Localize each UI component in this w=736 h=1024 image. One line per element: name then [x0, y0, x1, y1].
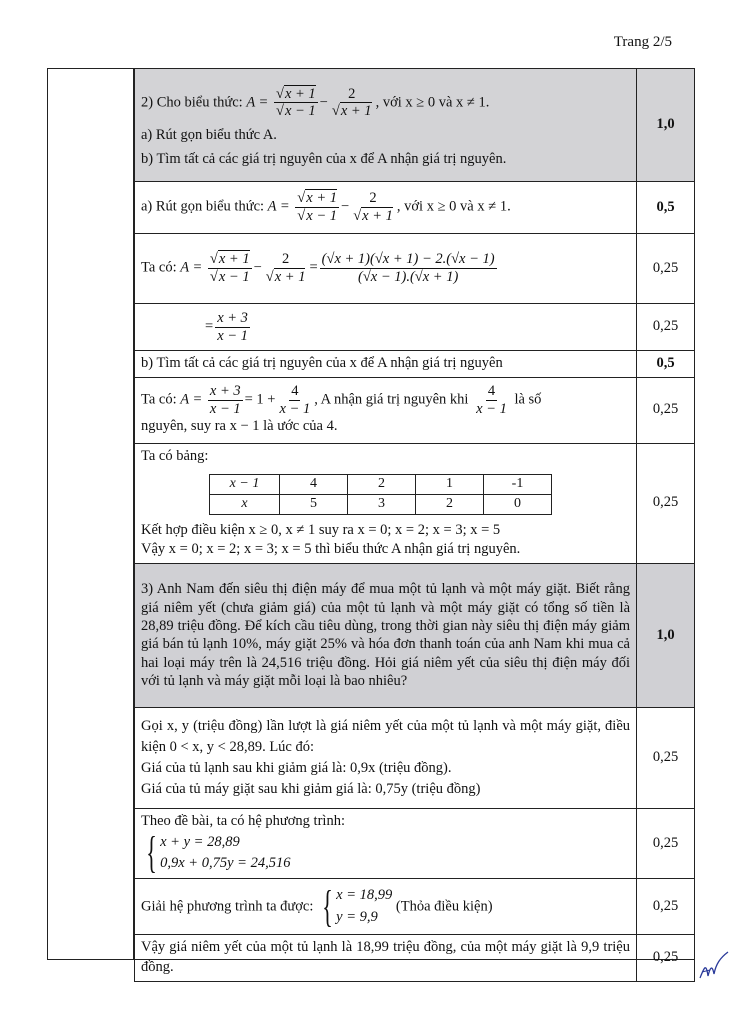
q2b-conclusion: Vậy x = 0; x = 2; x = 3; x = 5 thì biểu thức A nhận giá trị nguyên.	[141, 541, 521, 558]
q2a-step1-points: 0,25	[637, 234, 695, 304]
q2b-step1: Ta có: A = $\frac{x + 3}{x - 1}$ = 1 + $\frac{4}{x - 1}$ , A nhận giá trị nguyên khi $\frac{4}{x - 1}$ là số nguyên, suy ra x − 1 là ước của 4.	[135, 377, 637, 443]
q2-header-row	[135, 69, 695, 182]
q3-header-row	[135, 563, 695, 707]
q2b-step2	[135, 443, 637, 563]
q2-frac1: $\frac{√x + 1}{√x - 1}$	[275, 85, 316, 120]
q2a-step1-row	[135, 234, 695, 304]
q2b-table-lead: Ta có bảng:	[141, 447, 209, 464]
initials-signature-icon	[696, 950, 730, 984]
q3-s4: Vậy giá niêm yết của một tủ lạnh là 18,99 triệu đồng, của một máy giặt là 9,9 triệu đồng.	[135, 935, 637, 981]
q2a-step2: = $\frac{x + 3}{x - 1}$	[135, 304, 637, 351]
q2-a-eq: A =	[246, 94, 269, 111]
q2b-step1-line2: nguyên, suy ra x − 1 là ước của 4.	[141, 418, 338, 435]
q2-part-a: a) Rút gọn biểu thức A.	[141, 127, 277, 144]
divisor-table	[209, 474, 552, 515]
q3-s4-points: 0,25	[637, 935, 695, 981]
q3-s1-row	[135, 707, 695, 808]
divisor-table-row2: x 5 3 2 0	[210, 494, 552, 514]
q2-frac2: $\frac{2}{√x + 1}$	[331, 85, 372, 120]
q3-s2-points: 0,25	[637, 808, 695, 879]
q2a-step2-points: 0,25	[637, 304, 695, 351]
page-number: Trang 2/5	[613, 34, 672, 50]
q2b-step2-row	[135, 443, 695, 563]
left-margin-column	[47, 68, 134, 960]
q2b-combine: Kết hợp điều kiện x ≥ 0, x ≠ 1 suy ra x = 0; x = 2; x = 3; x = 5	[141, 521, 501, 538]
q3-statement: 3) Anh Nam đến siêu thị điện máy để mua một tủ lạnh và một máy giặt. Biết rằng giá niêm yết (chưa giảm giá) của một tủ lạnh và một máy giặt có tổng số tiền là 28,89 triệu đồng. Để kích cầu tiêu dùng, trong thời gian này siêu thị điện máy giảm giá bán tủ lạnh 10%, máy giặt 25% và hóa đơn thanh toán của anh Nam khi mua cả hai loại máy trên là 24,516 triệu đồng. Hỏi giá niêm yết của siêu thị điện máy đối với tủ lạnh và máy giặt mỗi loại là bao nhiêu?	[135, 563, 637, 707]
q3-s2: Theo đề bài, ta có hệ phương trình: { x + y = 28,89 0,9x + 0,75y = 24,516	[135, 808, 637, 879]
q2b-step2-points: 0,25	[637, 443, 695, 563]
q2a-step1-numerator: (√x + 1)(√x + 1) − 2.(√x − 1)	[321, 251, 495, 268]
divisor-table-row1: x − 1 4 2 1 -1	[210, 475, 552, 495]
q2b-title: b) Tìm tất cả các giá trị nguyên của x để A nhận giá trị nguyên	[135, 351, 637, 378]
q2a-step1: Ta có: A = $\frac{√x + 1}{√x - 1}$ − $\frac{2}{√x + 1}$ = $\frac{(√x + 1)(√x + 1) - 2.(√x - 1)}{(√x - 1).(√x + 1)}$	[135, 234, 637, 304]
q2a-points: 0,5	[637, 182, 695, 234]
q3-s3: Giải hệ phương trình ta được: { x = 18,99 y = 9,9 (Thỏa điều kiện)	[135, 879, 637, 935]
q2a-step1-denominator: (√x − 1).(√x + 1)	[357, 269, 459, 285]
q3-s4-row	[135, 935, 695, 981]
q2-points: 1,0	[637, 69, 695, 182]
q3-points: 1,0	[637, 563, 695, 707]
answer-table	[134, 68, 695, 982]
q3-s1: Gọi x, y (triệu đồng) lần lượt là giá niêm yết của một tủ lạnh và một máy giặt, điều kiện 0 < x, y < 28,89. Lúc đó: Giá của tủ lạnh sau khi giảm giá là: 0,9x (triệu đồng). Giá của tủ máy giặt sau khi giảm giá là: 0,75y (triệu đồng)	[135, 707, 637, 808]
q2a-title: a) Rút gọn biểu thức: A = $\frac{√x + 1}{√x - 1}$ − $\frac{2}{√x + 1}$ , với x ≥ 0 và x ≠ 1.	[135, 182, 637, 234]
q2-intro: 2) Cho biểu thức:	[141, 94, 247, 111]
q2b-title-row	[135, 351, 695, 378]
q2-statement: 2) Cho biểu thức: A = $\frac{√x + 1}{√x - 1}$ − $\frac{2}{√x + 1}$ , với x ≥ 0 và x ≠ 1. a) Rút gọn biểu thức A. b) Tìm tất cả các giá trị nguyên của x để A nhận giá trị nguyên.	[135, 69, 637, 182]
q2-condition: , với x ≥ 0 và x ≠ 1.	[375, 94, 490, 111]
q3-s1-points: 0,25	[637, 707, 695, 808]
solution-brace: { x = 18,99 y = 9,9	[322, 881, 393, 931]
q2a-title-row	[135, 182, 695, 234]
q2b-step1-points: 0,25	[637, 377, 695, 443]
q3-s3-row	[135, 879, 695, 935]
system-brace: { x + y = 28,89 0,9x + 0,75y = 24,516	[146, 828, 291, 878]
q2b-points: 0,5	[637, 351, 695, 378]
q2-part-b: b) Tìm tất cả các giá trị nguyên của x để A nhận giá trị nguyên.	[141, 150, 507, 167]
q2a-step2-row	[135, 304, 695, 351]
q2b-step1-row	[135, 377, 695, 443]
q3-s3-points: 0,25	[637, 879, 695, 935]
q3-s2-row	[135, 808, 695, 879]
